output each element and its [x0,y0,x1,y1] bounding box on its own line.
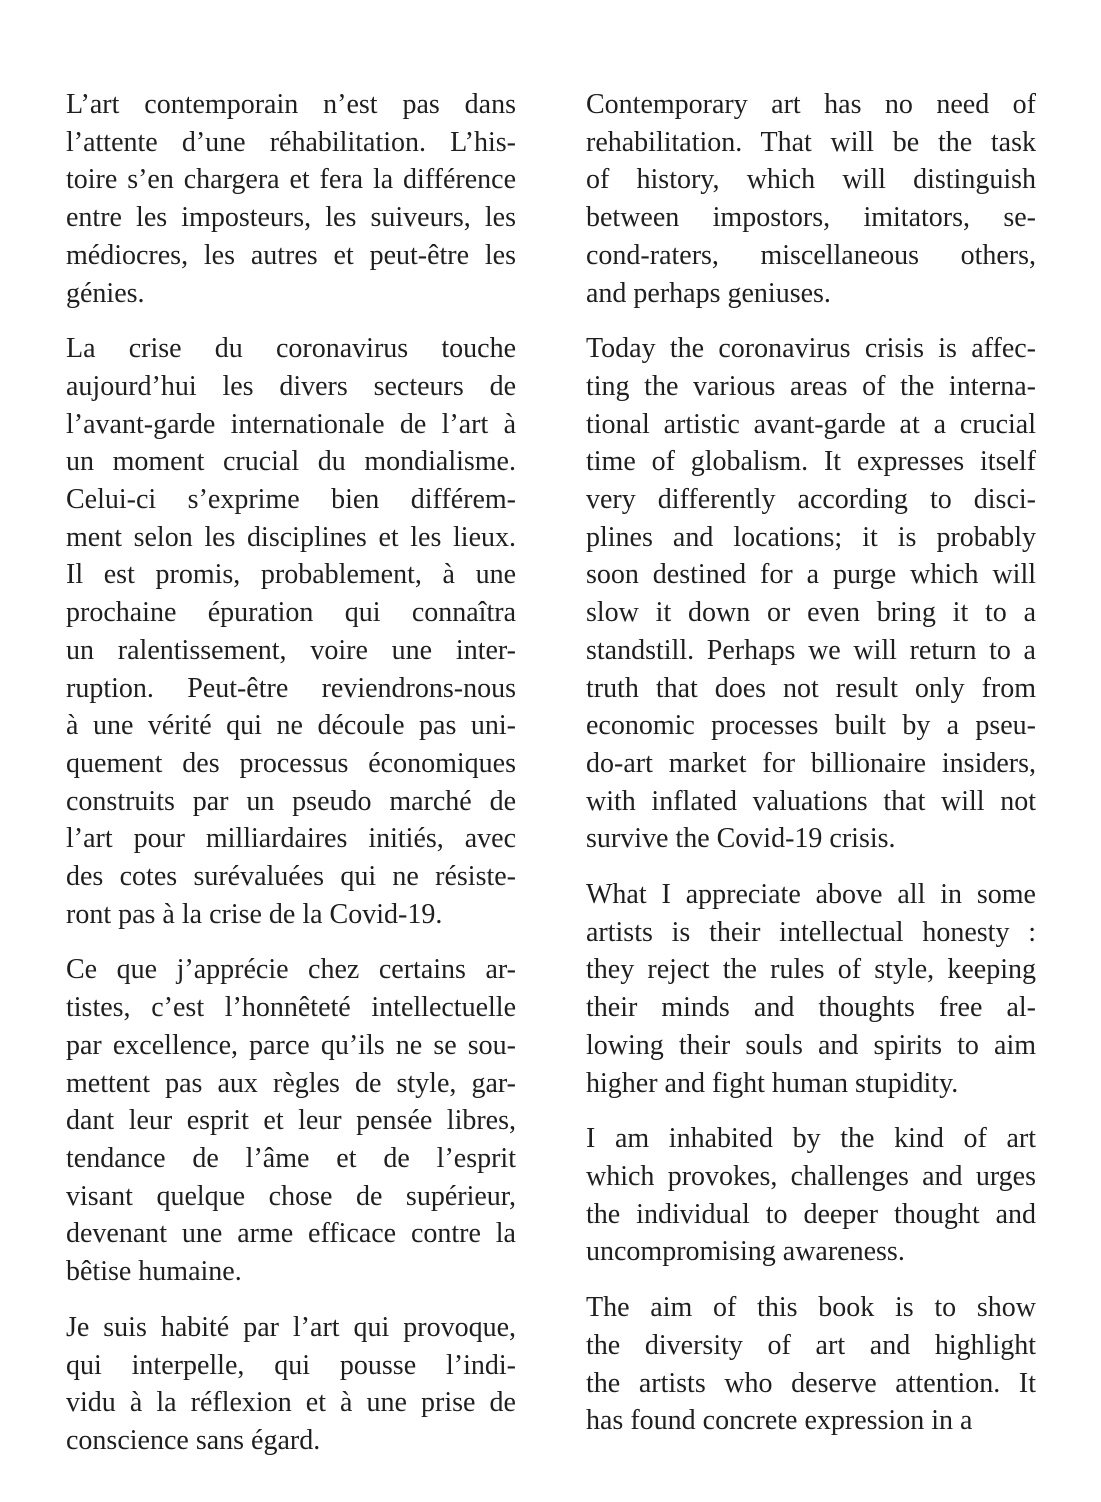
text-line: their minds and thoughts free al- [586,992,1036,1024]
text-line: mettent pas aux règles de style, gar- [66,1067,516,1099]
text-line: aujourd’hui les divers secteurs de [66,370,516,402]
paragraph [586,86,1036,312]
text-line: quement des processus économiques [66,747,516,779]
text-line: Contemporary art has no need of [586,89,1036,120]
paragraph [66,951,516,1290]
paragraph [66,330,516,933]
text-line: La crise du coronavirus touche [66,333,516,365]
text-line: entre les imposteurs, les suiveurs, les [66,202,516,234]
text-line: tistes, c’est l’honnêteté intellectuelle [66,992,516,1024]
text-line: plines and locations; it is probably [586,521,1036,553]
paragraph [586,1289,1036,1440]
text-line: ruption. Peut-être reviendrons-nous [66,672,516,704]
text-line: un ralentissement, voire une inter- [66,634,516,666]
text-line: they reject the rules of style, keeping [586,954,1036,986]
text-line: génies. [66,277,145,309]
paragraph [66,1309,516,1460]
text-line: Je suis habité par l’art qui provoque, [66,1311,516,1343]
paragraph [586,876,1036,1102]
text-line: vidu à la réflexion et à une prise de [66,1387,516,1419]
text-line: truth that does not result only from [586,672,1036,704]
text-line: very differently according to disci- [586,484,1036,516]
text-line: Ce que j’apprécie chez certains ar- [66,954,516,986]
text-line: dant leur esprit et leur pensée libres, [66,1105,516,1137]
text-line: Il est promis, probablement, à une [66,559,516,591]
text-line: What I appreciate above all in some [586,879,1036,911]
text-line: between impostors, imitators, se- [586,202,1036,234]
text-line: has found concrete expression in a [586,1405,973,1437]
text-line: do-art market for billionaire insiders, [586,747,1036,779]
paragraph [66,86,516,312]
text-line: cond-raters, miscellaneous others, [586,239,1036,271]
text-line: toire s’en chargera et fera la différence [66,164,516,196]
text-line: bêtise humaine. [66,1256,242,1288]
text-line: l’avant-garde internationale de l’art à [66,408,516,440]
text-line: l’art pour milliardaires initiés, avec [66,823,516,855]
english-text-column [586,86,1036,1458]
text-line: conscience sans égard. [66,1424,321,1456]
text-line: time of globalism. It expresses itself [586,446,1036,478]
text-line: L’art contemporain n’est pas dans [66,89,516,120]
text-line: higher and fight human stupidity. [586,1067,959,1099]
text-line: qui interpelle, qui pousse l’indi- [66,1349,516,1381]
text-line: Today the coronavirus crisis is affec- [586,333,1036,365]
text-line: I am inhabited by the kind of art [586,1123,1036,1155]
french-text-column [66,86,516,1478]
text-line: standstill. Perhaps we will return to a [586,634,1036,666]
text-line: devenant une arme efficace contre la [66,1218,516,1250]
text-line: economic processes built by a pseu- [586,710,1036,742]
text-line: the artists who deserve attention. It [586,1367,1036,1399]
text-line: visant quelque chose de supérieur, [66,1180,516,1212]
text-line: survive the Covid-19 crisis. [586,823,896,855]
text-line: tional artistic avant-garde at a crucial [586,408,1036,440]
text-line: médiocres, les autres et peut-être les [66,239,516,271]
text-line: soon destined for a purge which will [586,559,1036,591]
text-line: rehabilitation. That will be the task [586,126,1036,158]
text-line: Celui-ci s’exprime bien différem- [66,484,516,516]
paragraph [586,330,1036,858]
text-line: uncompromising awareness. [586,1236,905,1268]
text-line: of history, which will distinguish [586,164,1036,196]
text-line: des cotes surévaluées qui ne résiste- [66,861,516,893]
text-line: lowing their souls and spirits to aim [586,1029,1036,1061]
text-line: tendance de l’âme et de l’esprit [66,1142,516,1174]
text-line: ment selon les disciplines et les lieux. [66,521,516,553]
text-line: artists is their intellectual honesty : [586,916,1036,948]
text-line: ting the various areas of the interna- [586,370,1036,402]
text-line: the individual to deeper thought and [586,1198,1036,1230]
text-line: The aim of this book is to show [586,1292,1036,1324]
text-line: slow it down or even bring it to a [586,597,1036,629]
text-line: with inflated valuations that will not [586,785,1036,817]
text-line: ront pas à la crise de la Covid-19. [66,898,443,930]
text-line: construits par un pseudo marché de [66,785,516,817]
text-line: à une vérité qui ne découle pas uni- [66,710,516,742]
text-line: and perhaps geniuses. [586,277,831,309]
text-line: par excellence, parce qu’ils ne se sou- [66,1029,516,1061]
text-line: prochaine épuration qui connaîtra [66,597,516,629]
text-line: which provokes, challenges and urges [586,1160,1036,1192]
text-line: l’attente d’une réhabilitation. L’his- [66,126,516,158]
paragraph [586,1120,1036,1271]
text-line: the diversity of art and highlight [586,1329,1036,1361]
text-line: un moment crucial du mondialisme. [66,446,516,478]
